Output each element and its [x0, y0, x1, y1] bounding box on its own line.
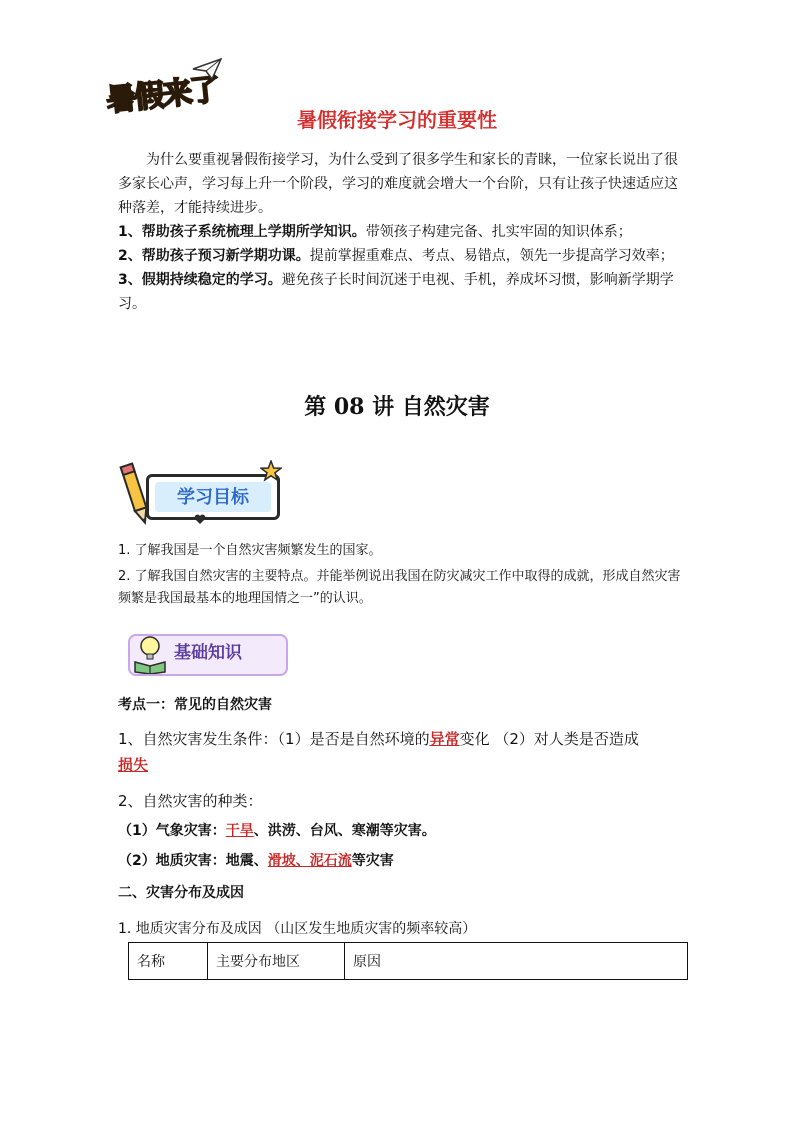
intro-paragraph: 为什么要重视暑假衔接学习，为什么受到了很多学生和家长的青睐，一位家长说出了很多家长心声，学习每上升一个阶段，学习的难度就会增大一个台阶，只有让孩子快速适应这种落差，才能持续进步。: [118, 152, 678, 216]
lecture-title: 第 08 讲 自然灾害: [304, 394, 490, 420]
table-header-row: [129, 943, 688, 980]
goal-item-1: 1. 了解我国是一个自然灾害频繁发生的国家。: [118, 543, 382, 558]
section2-title: 二、灾害分布及成因: [118, 885, 244, 901]
intro-point-text: 带领孩子构建完备、扎实牢固的知识体系；: [365, 224, 632, 240]
table-header-region: 主要分布地区: [208, 943, 345, 980]
goal-item-2: 2. 了解我国自然灾害的主要特点。并能举例说出我国在防灾减灾工作中取得的成就，形成自然灾害频繁是我国最基本的地理国情之一”的认识。: [118, 569, 681, 606]
answer-abnormal: 异常: [429, 730, 460, 748]
lightbulb-book-icon: [132, 632, 168, 674]
goals-badge: [116, 460, 286, 530]
intro-point-text: 提前掌握重难点、考点、易错点，领先一步提高学习效率；: [309, 248, 674, 264]
meteo-rest: 、洪涝、台风、寒潮等灾害。: [253, 823, 436, 839]
condition-prefix: 1、自然灾害发生条件：（1）是否是自然环境的: [118, 730, 430, 748]
condition-line: [118, 726, 698, 778]
answer-drought: 干旱: [225, 823, 254, 839]
basic-badge: [118, 630, 288, 680]
basic-badge-label: 基础知识: [174, 643, 242, 663]
logo-text: 暑假来了: [104, 72, 220, 119]
intro-point-1: [118, 220, 678, 244]
intro-title: 暑假衔接学习的重要性: [297, 108, 497, 132]
intro-point-lead: 1、帮助孩子系统梳理上学期所学知识。: [118, 224, 366, 240]
condition-middle: 变化 （2）对人类是否造成: [459, 730, 639, 748]
answer-loss: 损失: [118, 756, 149, 774]
table-caption: 1. 地质灾害分布及成因 （山区发生地质灾害的频率较高）: [118, 921, 477, 937]
table-header-cause: 原因: [345, 943, 688, 980]
paper-plane-icon: [192, 58, 222, 80]
geo-line: [118, 850, 698, 872]
geo-rest: 等灾害: [351, 853, 394, 869]
intro-point-text: 避免孩子长时间沉迷于电视、手机，养成坏习惯，影响新学期学习。: [118, 272, 674, 312]
intro-point-lead: 3、假期持续稳定的学习。: [118, 272, 282, 288]
kinds-title: 2、自然灾害的种类：: [118, 792, 263, 810]
heart-icon: [194, 514, 206, 525]
point1-title: 考点一：常见的自然灾害: [118, 697, 272, 713]
star-icon: [260, 460, 282, 482]
intro-point-2: [118, 244, 678, 268]
intro-point-3: [118, 268, 678, 316]
geo-prefix: （2）地质灾害：地震、: [118, 853, 268, 869]
intro-point-lead: 2、帮助孩子预习新学期功课。: [118, 248, 310, 264]
meteo-line: [118, 820, 698, 842]
meteo-prefix: （1）气象灾害：: [118, 823, 226, 839]
goals-badge-label: 学习目标: [177, 487, 249, 508]
answer-landslide: 滑坡、泥石流: [267, 853, 352, 869]
geo-disaster-table: [128, 942, 688, 980]
table-header-name: 名称: [129, 943, 208, 980]
intro-section: [118, 148, 678, 316]
